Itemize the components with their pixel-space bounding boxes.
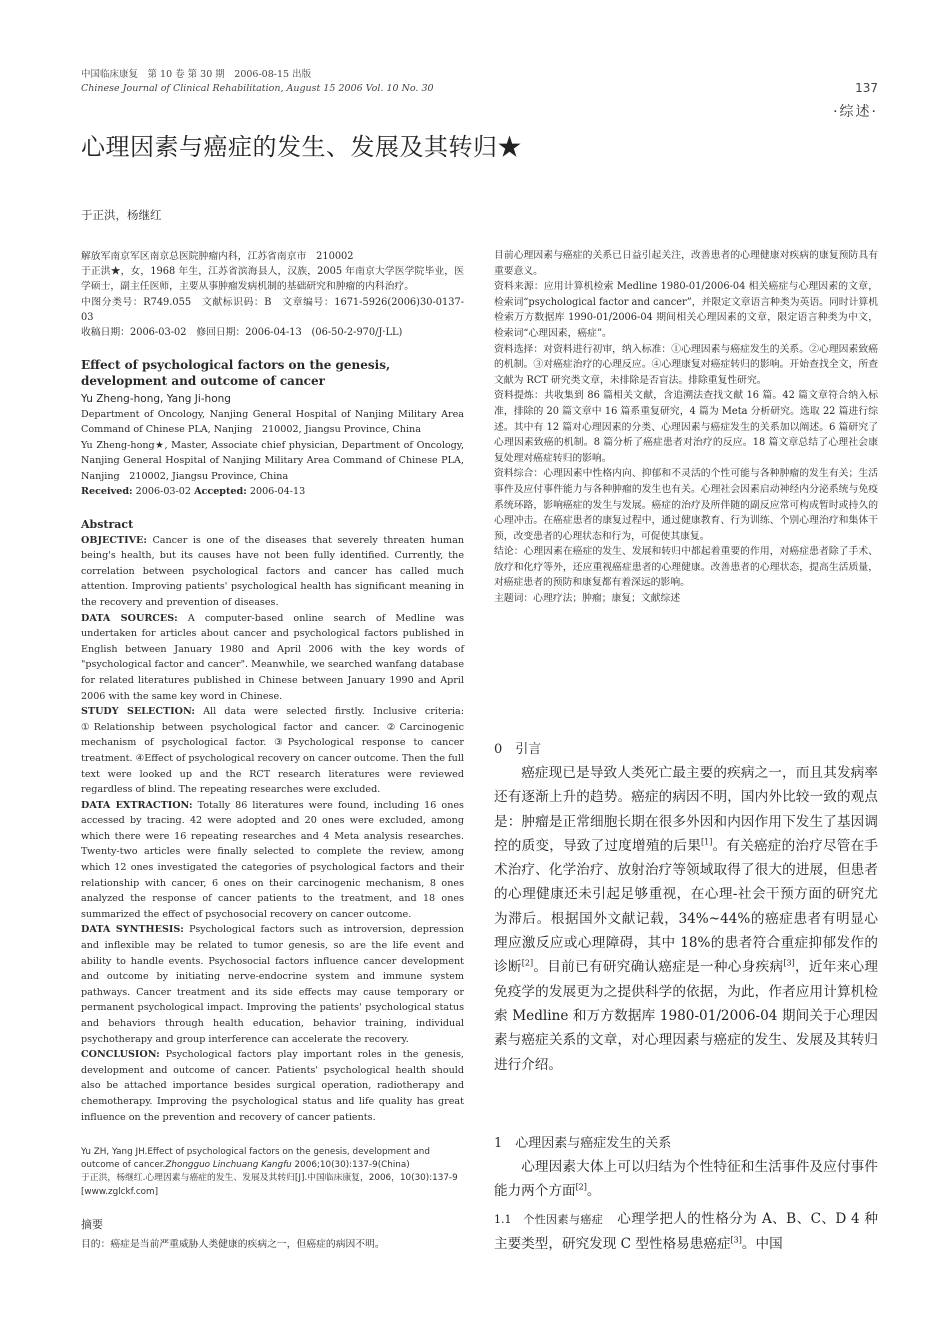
abstract-sources: DATA SOURCES: A computer-based online search of Medline was undertaken for articles about cancer and psychological factors published in English between January 1980 and April 2006 with the key words of "psychological factor and cancer". Meanwhile, we searched wanfang database for related literatures published in Chinese between January 1990 and April 2006 with the same key word in Chinese. — [81, 612, 464, 702]
article-title: 心理因素与癌症的发生、发展及其转归★ — [81, 133, 522, 161]
english-abstract — [81, 517, 464, 1125]
page-number: 137 — [855, 81, 878, 95]
abstract-extraction: DATA EXTRACTION: Totally 86 literatures were found, including 16 ones accessed by tracing. 42 were adopted and 20 ones were excluded, among which there were 16 repeating researches and 4 Meta analysis researches. Twenty-two articles were finally selected to complete the review, among which 12 ones investigated the categories of psychological factors and their relationship with cancer, 6 ones on their carcinogenic mechanism, 8 ones analyzed the response of cancer patients to the treatment, and 18 ones summarized the effect of psychosocial recovery on cancer outcome. — [81, 799, 464, 920]
author-bio: 于正洪★，女，1968 年生，江苏省滨海县人，汉族，2005 年南京大学医学院毕业，医学硕士，副主任医师，主要从事肿瘤发病机制的基础研究和肿瘤的内科治疗。 — [81, 266, 464, 293]
cn-keywords: 主题词：心理疗法；肿瘤；康复；文献综述 — [494, 593, 681, 605]
journal-header-en: Chinese Journal of Clinical Rehabilitation, August 15 2006 Vol. 10 No. 30 — [81, 83, 434, 94]
classification-line: 中图分类号：R749.055 文献标识码：B 文章编号：1671-5926(2006)30-0137-03 — [81, 296, 464, 323]
section1-body — [494, 1155, 878, 1204]
chinese-abstract — [494, 248, 878, 607]
intro-body — [494, 761, 878, 1077]
ref-3[interactable]: [3] — [783, 958, 795, 968]
dates-line: 收稿日期：2006-03-02 修回日期：2006-04-13 (06-50-2-970/J·LL) — [81, 327, 403, 339]
cn-abstract-extraction: 资料提炼：共收集到 86 篇相关文献，含追溯法查找文献 16 篇。42 篇文章符合纳入标准，排除的 20 篇文章中 16 篇系重复研究，4 篇为 Meta 分析研究。选取 22 篇进行综述。其中有 12 篇对心理因素的分类、心理因素与癌症发生的关系加以阐述。6 篇研究了心理因素致癌的机制。8 篇分析了癌症患者对治疗的反应。18 篇文章总结了心理社会康复处理对癌症转归的影响。 — [494, 390, 878, 464]
section11-paragraph: 1.1 个性因素与癌症 心理学把人的性格分为 A、B、C、D 4 种主要类型，研究发现 C 型性格易患癌症[3]。中国 — [494, 1211, 879, 1253]
cn-abstract-objective-cont: 目前心理因素与癌症的关系已日益引起关注，改善患者的心理健康对疾病的康复预防具有重要意义。 — [494, 250, 878, 277]
cn-abstract-sources: 资料来源：应用计算机检索 Medline 1980-01/2006-04 相关癌症与心理因素的文章，检索词“psychological factor and cancer”，并限定文章语言种类为英语。同时计算机检索万方数据库 1990-01/2006-04 期间相关心理因素的文章，限定语言种类为中文，检索词“心理因素，癌症”。 — [494, 281, 878, 339]
abstract-objective: OBJECTIVE: Cancer is one of the diseases that severely threaten human being's health, but its causes have not been fully identified. Currently, the correlation between psychological factors and cancer has called much attention. Improving patients' psychological health has significant meaning in the recovery and prevention of diseases. — [81, 534, 464, 608]
english-dept: Department of Oncology, Nanjing General Hospital of Nanjing Military Area Command of Chinese PLA, Nanjing 210002, Jiangsu Province, China — [81, 409, 464, 436]
ref-1[interactable]: [1] — [701, 837, 713, 847]
citation-cn: 于正洪，杨继红.心理因素与癌症的发生、发展及其转归[J].中国临床康复，2006，10(30):137-9 [www.zglckf.com] — [81, 1173, 467, 1197]
english-author-info: Yu Zheng-hong★, Master, Associate chief physician, Department of Oncology, Nanjing General Hospital of Nanjing Military Area Command of Chinese PLA, Nanjing 210002, Jiangsu Province, China — [81, 439, 464, 482]
abstract-selection: STUDY SELECTION: All data were selected firstly. Inclusive criteria: ①Relationship between psychological factor and cancer. ②Carcinogenic mechanism of psychological factor. ③Psychological response to cancer treatment. ④Effect of psychological recovery on cancer outcome. Then the full text were looked up and the RCT research literatures were reviewed regardless of blind. The repeating researches were excluded. — [81, 706, 464, 796]
affiliation-cn — [81, 249, 464, 340]
section11-body — [494, 1207, 878, 1257]
authors: 于正洪，杨继红 — [81, 208, 162, 222]
zhaiyao-objective: 目的：癌症是当前严重威胁人类健康的疾病之一，但癌症的病因不明。 — [81, 1239, 385, 1250]
section-tag: ·综述· — [833, 104, 878, 120]
english-authors: Yu Zheng-hong, Yang Ji-hong — [81, 393, 231, 405]
affiliation-line: 解放军南京军区南京总医院肿瘤内科，江苏省南京市 210002 — [81, 251, 354, 262]
abstract-synthesis: DATA SYNTHESIS: Psychological factors such as introversion, depression and inflexible may be related to tumor genesis, so are the life event and ability to handle events. Psychosocial factors influence cancer development and outcome by initiating nerve-endocrine system and immune system pathways. Cancer treatment and its side effects may cause temporary or permanent psychological impact. Improving the patients' psychological status and behaviors through health education, behavior training, individual psychotherapy and group interference can accelerate the recovery. — [81, 924, 464, 1045]
running-header — [81, 68, 434, 96]
english-dates: Received: 2006-03-02 Accepted: 2006-04-13 — [81, 486, 306, 498]
intro-heading: 0 引言 — [494, 742, 542, 757]
cn-abstract-selection: 资料选择：对资料进行初审，纳入标准：①心理因素与癌症发生的关系。②心理因素致癌的机制。③对癌症治疗的心理反应。④心理康复对癌症转归的影响。开始查找全文，所查文献为 RCT 研究类文章，未排除是否盲法。排除重复性研究。 — [494, 343, 878, 386]
zhaiyao-heading: 摘要 — [81, 1218, 103, 1231]
journal-header-cn: 中国临床康复 第 10 卷 第 30 期 2006-08-15 出版 — [81, 69, 312, 80]
section1-heading: 1 心理因素与癌症发生的关系 — [494, 1136, 672, 1151]
intro-paragraph: 癌症现已是导致人类死亡最主要的疾病之一，而且其发病率还有逐渐上升的趋势。癌症的病因不明，国内外比较一致的观点是：肿瘤是正常细胞长期在很多外因和内因作用下发生了基因调控的质变，导致了过度增殖的后果[1]。有关癌症的治疗尽管在手术治疗、化学治疗、放射治疗等领域取得了很大的进展，但患者的心理健康还未引起足够重视，在心理-社会干预方面的研究尤为滞后。根据国外文献记载，34%~44%的癌症患者有明显心理应激反应或心理障碍，其中 18%的患者符合重症抑郁发作的诊断[2]。目前已有研究确认癌症是一种心身疾病[3]，近年来心理免疫学的发展更为之提供科学的依据，为此，作者应用计算机检索 Medline 和万方数据库 1980-01/2006-04 期间关于心理因素与癌症关系的文章，对心理因素与癌症的发生、发展及其转归进行介绍。 — [494, 765, 879, 1073]
english-title: Effect of psychological factors on the genesis, development and outcome of cancer — [81, 358, 391, 388]
abstract-heading: Abstract — [81, 518, 134, 531]
section1-paragraph: 心理因素大体上可以归结为个性特征和生活事件及应付事件能力两个方面[2]。 — [494, 1159, 878, 1200]
cn-abstract-synthesis: 资料综合：心理因素中性格内向、抑郁和不灵活的个性可能与各种肿瘤的发生有关；生活事件及应付事件能力与各种肿瘤的发生也有关。心理社会因素启动神经内分泌系统与免疫系统环路，影响癌症的发生与发展。癌症的治疗及所伴随的副反应常可构成暂时或持久的心理冲击。在癌症患者的康复过程中，通过健康教育、行为训练、个别心理治疗和集体干预，改变患者的心理状态和行为，可促使其康复。 — [494, 468, 878, 542]
citation-en: Yu ZH, Yang JH.Effect of psychological factors on the genesis, development and outcome of cancer.Zhongguo Linchuang Kangfu 2006;10(30):137-9(China) — [81, 1147, 430, 1171]
section11-heading: 1.1 个性因素与癌症 — [494, 1213, 604, 1226]
english-affiliation — [81, 407, 464, 499]
ref-2b[interactable]: [2] — [575, 1182, 587, 1192]
cn-abstract-conclusion: 结论：心理因素在癌症的发生、发展和转归中都起着重要的作用，对癌症患者除了手术、放疗和化疗等外，还应重视癌症患者的心理健康。改善患者的心理状态，提高生活质量，对癌症患者的预防和康复都有着深远的影响。 — [494, 546, 878, 589]
abstract-conclusion: CONCLUSION: Psychological factors play important roles in the genesis, development and outcome of cancer. Patients' psychological health should also be attached importance besides surgical operation, radiotherapy and chemotherapy. Improving the psychological status and life quality has great influence on the prevention and recovery of cancer patients. — [81, 1049, 464, 1123]
ref-2[interactable]: [2] — [521, 958, 534, 968]
ref-3b[interactable]: [3] — [730, 1235, 742, 1245]
citation — [81, 1146, 467, 1199]
